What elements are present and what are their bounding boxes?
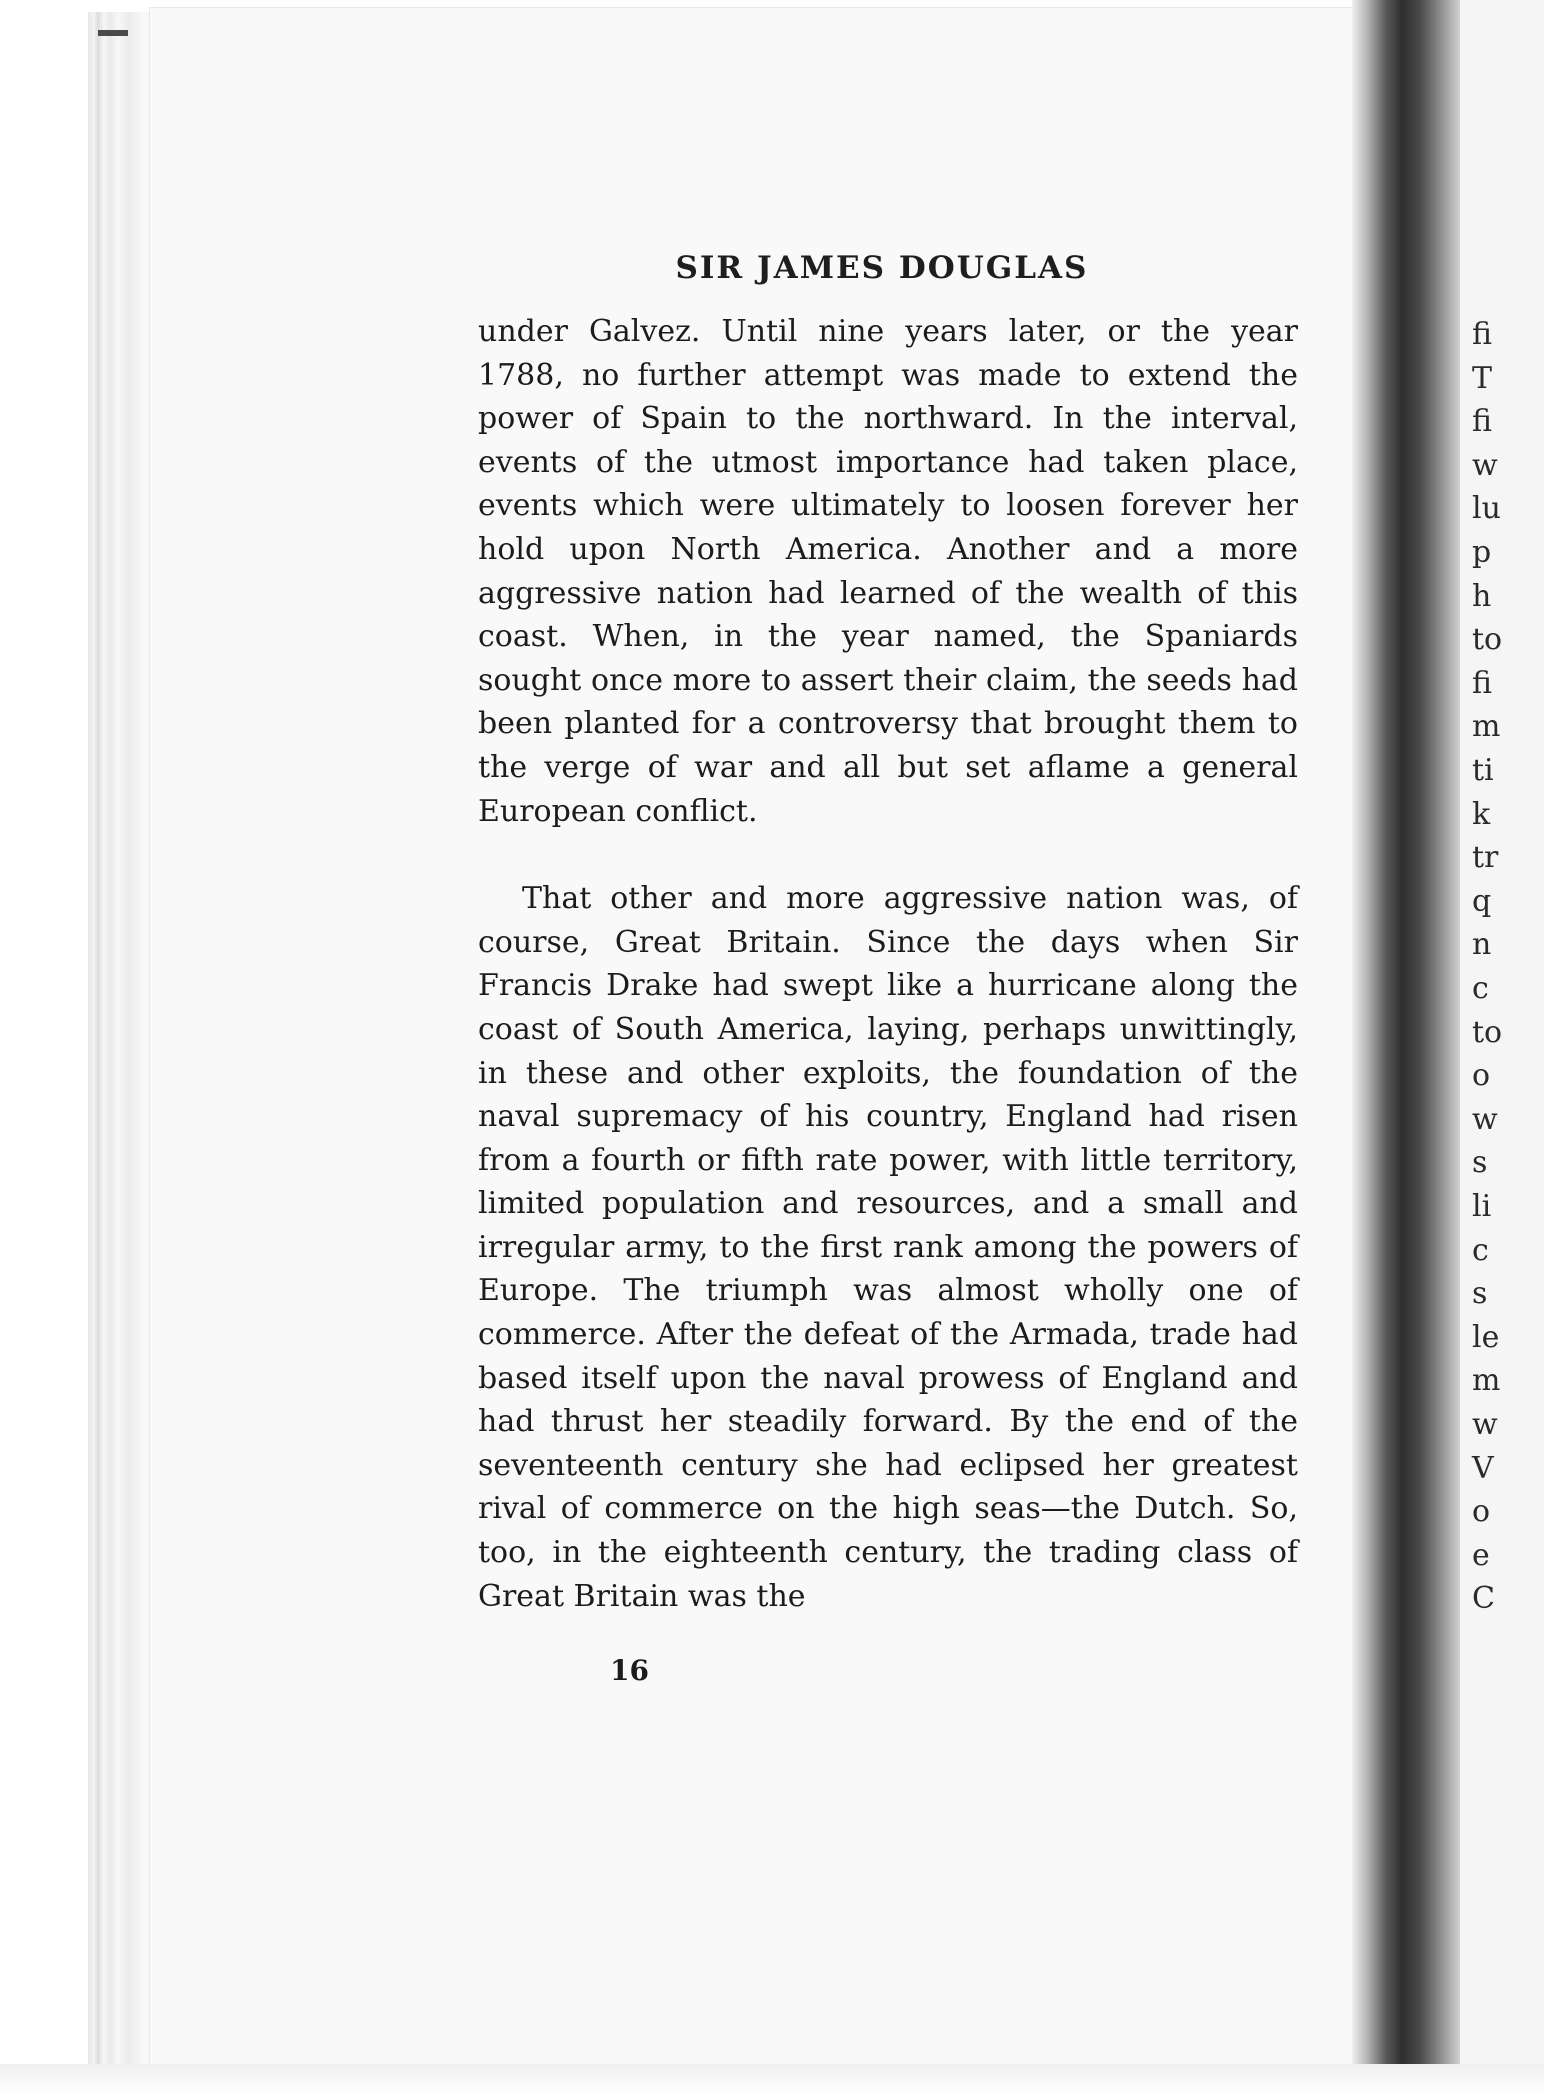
- facing-line-fragment: e: [1472, 1537, 1490, 1573]
- facing-line-fragment: n: [1472, 927, 1492, 963]
- facing-line-fragment: li: [1472, 1189, 1492, 1224]
- facing-line-fragment: V: [1472, 1450, 1494, 1486]
- facing-line-fragment: tr: [1472, 840, 1499, 876]
- facing-line-fragment: ti: [1472, 753, 1494, 788]
- binding-gutter-shadow: [1352, 0, 1462, 2076]
- facing-line-fragment: c: [1472, 971, 1489, 1006]
- facing-line-fragment: to: [1472, 622, 1503, 658]
- bottom-edge-shadow: [0, 2064, 1544, 2096]
- facing-line-fragment: c: [1472, 1232, 1489, 1268]
- facing-line-fragment: w: [1472, 447, 1498, 483]
- page-number: 16: [610, 1654, 649, 1687]
- running-head-text: SIR JAMES DOUGLAS: [675, 250, 1089, 286]
- facing-line-fragment: s: [1472, 1145, 1488, 1181]
- facing-line-fragment: le: [1472, 1319, 1500, 1355]
- facing-line-fragment: w: [1472, 1101, 1498, 1137]
- facing-line-fragment: fi: [1472, 317, 1493, 352]
- facing-line-fragment: to: [1472, 1014, 1503, 1050]
- running-head: [0, 250, 1544, 286]
- paragraph-2: That other and more aggressive nation was, of course, Great Britain. Since the days when Sir Francis Drake had swept like a hurricane along the coast of South America, laying, perhaps unwittingly, in these and other exploits, the foundation of the naval supremacy of his country, England had risen from a fourth or fifth rate power, with little territory, limited population and resources, and a small and irregular army, to the first rank among the powers of Europe. The triumph was almost wholly one of commerce. After the defeat of the Armada, trade had based itself upon the naval prowess of England and had thrust her steadily forward. By the end of the seventeenth century she had eclipsed her greatest rival of commerce on the high seas—the Dutch. So, too, in the eighteenth century, the trading class of Great Britain was the: [478, 881, 1298, 1614]
- facing-line-fragment: C: [1472, 1581, 1495, 1617]
- page-edge-mark: [98, 30, 128, 36]
- paragraph-1: under Galvez. Until nine years later, or the year 1788, no further attempt was made to extend the power of Spain to the northward. In the interval, events of the utmost importance had taken place, events which were ultimately to loosen forever her hold upon North America. Another and a more aggressive nation had learned of the wealth of this coast. When, in the year named, the Spaniards sought once more to assert their claim, the seeds had been planted for a controversy that brought them to the verge of war and all but set aflame a general European conflict.: [478, 314, 1298, 829]
- facing-page-fragment: [1460, 0, 1544, 2076]
- facing-line-fragment: k: [1472, 796, 1491, 832]
- facing-line-fragment: p: [1472, 535, 1492, 570]
- facing-line-fragment: fi: [1472, 665, 1493, 701]
- facing-line-fragment: T: [1472, 360, 1493, 396]
- facing-line-fragment: lu: [1472, 491, 1501, 527]
- facing-line-fragment: m: [1472, 709, 1501, 745]
- facing-line-fragment: w: [1472, 1407, 1498, 1442]
- facing-line-fragment: o: [1472, 1494, 1491, 1530]
- facing-line-fragment: fi: [1472, 404, 1493, 440]
- facing-line-fragment: s: [1472, 1276, 1488, 1312]
- facing-line-fragment: m: [1472, 1363, 1501, 1399]
- body-text: [478, 310, 1298, 1618]
- facing-line-fragment: q: [1472, 883, 1492, 919]
- facing-line-fragment: h: [1472, 578, 1492, 614]
- facing-line-fragment: o: [1472, 1058, 1491, 1094]
